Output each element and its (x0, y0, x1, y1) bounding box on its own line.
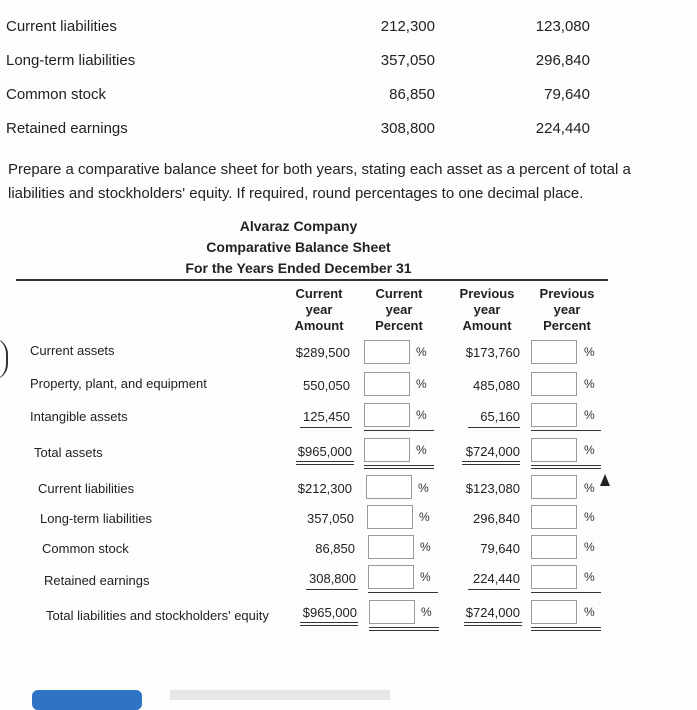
row-label-retained-earnings: Retained earnings (44, 573, 150, 588)
previous-amount: 296,840 (473, 511, 520, 526)
total-double-underline (300, 622, 358, 626)
subtotal-underline (368, 592, 438, 593)
subtotal-underline (306, 589, 358, 590)
statement-title-text: Comparative Balance Sheet (206, 239, 391, 255)
current-amount: 357,050 (307, 511, 354, 526)
bottom-link[interactable] (170, 690, 390, 700)
subtotal-underline (531, 430, 601, 431)
total-double-underline (296, 461, 354, 465)
current-amount: 308,800 (309, 571, 356, 586)
given-current: 357,050 (380, 52, 435, 69)
previous-amount: $123,080 (465, 481, 520, 496)
given-label: Long-term liabilities (6, 52, 136, 69)
given-label: Common stock (6, 86, 107, 103)
current-amount: $965,000 (302, 605, 357, 620)
current-percent-input[interactable] (367, 505, 413, 529)
current-amount: $289,500 (295, 345, 350, 360)
given-label: Retained earnings (6, 120, 128, 137)
given-row (0, 52, 697, 82)
percent-sign: % (584, 345, 595, 359)
percent-sign: % (584, 481, 595, 495)
current-percent-input[interactable] (369, 600, 415, 624)
total-double-underline (531, 627, 601, 631)
subtotal-underline (468, 427, 520, 428)
total-double-underline (369, 627, 439, 631)
current-percent-input[interactable] (364, 340, 410, 364)
subtotal-underline (468, 589, 520, 590)
given-row (0, 120, 697, 150)
previous-percent-input[interactable] (531, 600, 577, 624)
row-label-common-stock: Common stock (42, 541, 129, 556)
previous-percent-input[interactable] (531, 535, 577, 559)
previous-amount: $724,000 (465, 605, 520, 620)
previous-percent-input[interactable] (531, 505, 577, 529)
mouse-cursor-icon (600, 474, 610, 486)
total-double-underline (464, 622, 522, 626)
total-double-underline (364, 465, 434, 469)
total-double-underline (462, 461, 520, 465)
row-label-current-assets: Current assets (30, 343, 115, 358)
current-amount: 550,050 (303, 378, 350, 393)
given-previous: 296,840 (535, 52, 590, 69)
previous-amount: 65,160 (480, 409, 520, 424)
header-rule (16, 279, 608, 281)
given-current: 86,850 (389, 86, 435, 103)
subtotal-underline (364, 430, 434, 431)
statement-period-text: For the Years Ended December 31 (185, 260, 412, 276)
given-previous: 79,640 (544, 86, 590, 103)
percent-sign: % (584, 605, 595, 619)
given-label: Current liabilities (6, 18, 117, 35)
previous-amount: $173,760 (465, 345, 520, 360)
subtotal-underline (531, 592, 601, 593)
given-previous: 224,440 (535, 120, 590, 137)
percent-sign: % (416, 443, 427, 457)
subtotal-underline (300, 427, 352, 428)
percent-sign: % (416, 408, 427, 422)
col-previous-amount: Previous year Amount (459, 286, 515, 333)
row-label-total-liabilities-equity: Total liabilities and stockholders' equity (46, 608, 269, 623)
previous-percent-input[interactable] (531, 475, 577, 499)
row-label-long-term-liabilities: Long-term liabilities (40, 511, 152, 526)
col-current-percent: Current year Percent (375, 286, 423, 333)
current-percent-input[interactable] (368, 565, 414, 589)
current-percent-input[interactable] (364, 438, 410, 462)
percent-sign: % (421, 605, 432, 619)
previous-amount: 485,080 (473, 378, 520, 393)
percent-sign: % (584, 510, 595, 524)
left-bracket-decoration (0, 338, 8, 380)
given-row (0, 18, 697, 48)
given-previous: 123,080 (535, 18, 590, 35)
current-percent-input[interactable] (364, 403, 410, 427)
percent-sign: % (416, 377, 427, 391)
previous-amount: $724,000 (465, 444, 520, 459)
row-label-intangible-assets: Intangible assets (30, 409, 128, 424)
current-percent-input[interactable] (364, 372, 410, 396)
previous-percent-input[interactable] (531, 565, 577, 589)
percent-sign: % (420, 540, 431, 554)
company-name (0, 218, 697, 234)
previous-percent-input[interactable] (531, 372, 577, 396)
current-amount: $212,300 (297, 481, 352, 496)
company-name-text: Alvaraz Company (239, 218, 358, 234)
previous-amount: 79,640 (480, 541, 520, 556)
instructions-text: Prepare a comparative balance sheet for both years, stating each asset as a percent of total a liabilities and stockholders' equity. If required, round percentages to one decimal place. (8, 161, 631, 202)
current-amount: 86,850 (315, 541, 355, 556)
percent-sign: % (419, 510, 430, 524)
total-double-underline (531, 465, 601, 469)
current-percent-input[interactable] (368, 535, 414, 559)
percent-sign: % (584, 570, 595, 584)
row-label-ppe: Property, plant, and equipment (30, 376, 207, 391)
percent-sign: % (584, 443, 595, 457)
given-current: 308,800 (380, 120, 435, 137)
statement-period (0, 260, 697, 276)
given-current: 212,300 (380, 18, 435, 35)
current-amount: 125,450 (303, 409, 350, 424)
given-row (0, 86, 697, 116)
percent-sign: % (584, 377, 595, 391)
previous-percent-input[interactable] (531, 438, 577, 462)
col-previous-percent: Previous year Percent (539, 286, 595, 333)
statement-title (0, 239, 697, 255)
percent-sign: % (584, 540, 595, 554)
previous-percent-input[interactable] (531, 403, 577, 427)
percent-sign: % (584, 408, 595, 422)
row-label-total-assets: Total assets (34, 445, 103, 460)
percent-sign: % (420, 570, 431, 584)
current-amount: $965,000 (297, 444, 352, 459)
row-label-current-liabilities: Current liabilities (38, 481, 135, 496)
percent-sign: % (418, 481, 429, 495)
col-current-amount: Current year Amount (294, 286, 344, 333)
percent-sign: % (416, 345, 427, 359)
current-percent-input[interactable] (366, 475, 412, 499)
check-my-work-button[interactable] (32, 690, 142, 710)
previous-amount: 224,440 (473, 571, 520, 586)
previous-percent-input[interactable] (531, 340, 577, 364)
